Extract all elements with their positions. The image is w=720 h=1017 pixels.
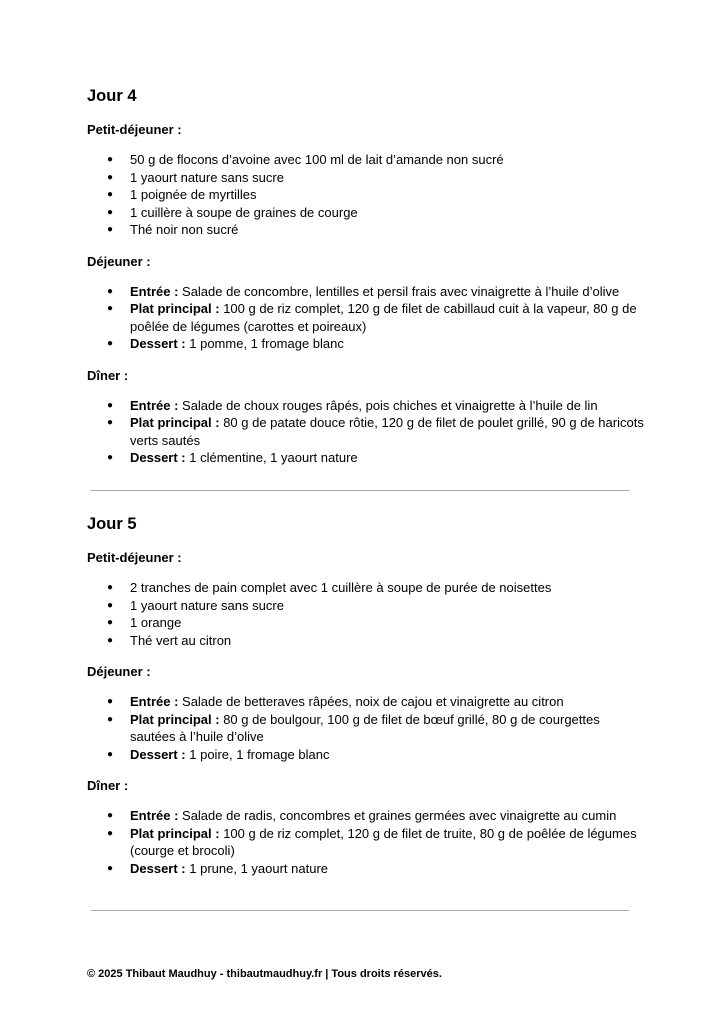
list-item: ● Plat principal : 80 g de boulgour, 100 g de filet de bœuf grillé, 80 g de courgettes sautées à l’huile d’olive xyxy=(107,711,600,744)
list-item: ● Plat principal : 80 g de patate douce rôtie, 120 g de filet de poulet grillé, 90 g de haricots verts sautés xyxy=(107,415,644,448)
section-divider xyxy=(91,910,629,911)
list-item: ● Dessert : 1 poire, 1 fromage blanc xyxy=(107,746,330,762)
day-section-5 xyxy=(87,514,647,877)
bullet-icon: ● xyxy=(107,338,114,349)
lunch-list xyxy=(87,283,647,353)
bullet-icon: ● xyxy=(107,582,114,593)
list-item: ● Entrée : Salade de choux rouges râpés, pois chiches et vinaigrette à l’huile de lin xyxy=(107,397,598,413)
bullet-icon: ● xyxy=(107,634,114,646)
list-item: ● 50 g de flocons d’avoine avec 100 ml de lait d’amande non sucré xyxy=(107,152,504,167)
dinner-title: Dîner : xyxy=(87,367,129,383)
list-item: ● 2 tranches de pain complet avec 1 cuillère à soupe de purée de noisettes xyxy=(107,580,552,595)
bullet-icon: ● xyxy=(107,399,114,411)
breakfast-title: Petit-déjeuner : xyxy=(87,550,182,565)
lunch-title: Déjeuner : xyxy=(87,664,151,679)
list-item: ● 1 yaourt nature sans sucre xyxy=(107,169,284,185)
breakfast-title: Petit-déjeuner : xyxy=(87,122,182,137)
bullet-icon: ● xyxy=(107,206,114,218)
bullet-icon: ● xyxy=(107,189,114,200)
bullet-icon: ● xyxy=(107,810,114,821)
list-item: ● Entrée : Salade de concombre, lentilles et persil frais avec vinaigrette à l’huile d’olive xyxy=(107,283,620,299)
bullet-icon: ● xyxy=(107,171,114,183)
bullet-icon: ● xyxy=(107,827,114,839)
lunch-title: Déjeuner : xyxy=(87,253,151,269)
bullet-icon: ● xyxy=(107,417,114,428)
day-title: Jour 5 xyxy=(87,515,137,533)
list-item: ● Dessert : 1 pomme, 1 fromage blanc xyxy=(107,336,344,351)
day-title: Jour 4 xyxy=(87,87,137,105)
list-item: ● Entrée : Salade de betteraves râpées, noix de cajou et vinaigrette au citron xyxy=(107,694,564,709)
list-item: ● Thé vert au citron xyxy=(107,632,232,648)
list-item: ● Entrée : Salade de radis, concombres et graines germées avec vinaigrette au cumin xyxy=(107,808,617,823)
dinner-list xyxy=(87,807,647,877)
bullet-icon: ● xyxy=(107,862,114,874)
bullet-icon: ● xyxy=(107,713,114,725)
list-item: ● Plat principal : 100 g de riz complet, 120 g de filet de truite, 80 g de poêlée de légumes (courge et brocoli) xyxy=(107,825,637,858)
day-section-4 xyxy=(87,86,647,467)
bullet-icon: ● xyxy=(107,224,114,235)
list-item: ● 1 poignée de myrtilles xyxy=(107,187,257,202)
list-item: ● Dessert : 1 prune, 1 yaourt nature xyxy=(107,860,329,876)
bullet-icon: ● xyxy=(107,748,114,760)
section-divider xyxy=(91,490,629,491)
copyright-footer: © 2025 Thibaut Maudhuy - thibautmaudhuy.fr | Tous droits réservés. xyxy=(87,968,442,980)
breakfast-list xyxy=(87,579,647,649)
bullet-icon: ● xyxy=(107,696,114,707)
bullet-icon: ● xyxy=(107,617,114,628)
dinner-list xyxy=(87,397,647,467)
bullet-icon: ● xyxy=(107,285,114,297)
list-item: ● Thé noir non sucré xyxy=(107,222,239,237)
breakfast-list xyxy=(87,151,647,239)
list-item: ● Plat principal : 100 g de riz complet, 120 g de filet de cabillaud cuit à la vapeur, 80 g de poêlée de légumes (carottes et poireaux) xyxy=(107,301,637,334)
list-item: ● 1 cuillère à soupe de graines de courge xyxy=(107,204,358,220)
lunch-list xyxy=(87,693,647,763)
bullet-icon: ● xyxy=(107,303,114,314)
bullet-icon: ● xyxy=(107,154,114,165)
bullet-icon: ● xyxy=(107,452,114,463)
list-item: ● Dessert : 1 clémentine, 1 yaourt nature xyxy=(107,450,358,465)
dinner-title: Dîner : xyxy=(87,778,129,793)
list-item: ● 1 yaourt nature sans sucre xyxy=(107,597,284,613)
list-item: ● 1 orange xyxy=(107,615,182,630)
bullet-icon: ● xyxy=(107,599,114,611)
